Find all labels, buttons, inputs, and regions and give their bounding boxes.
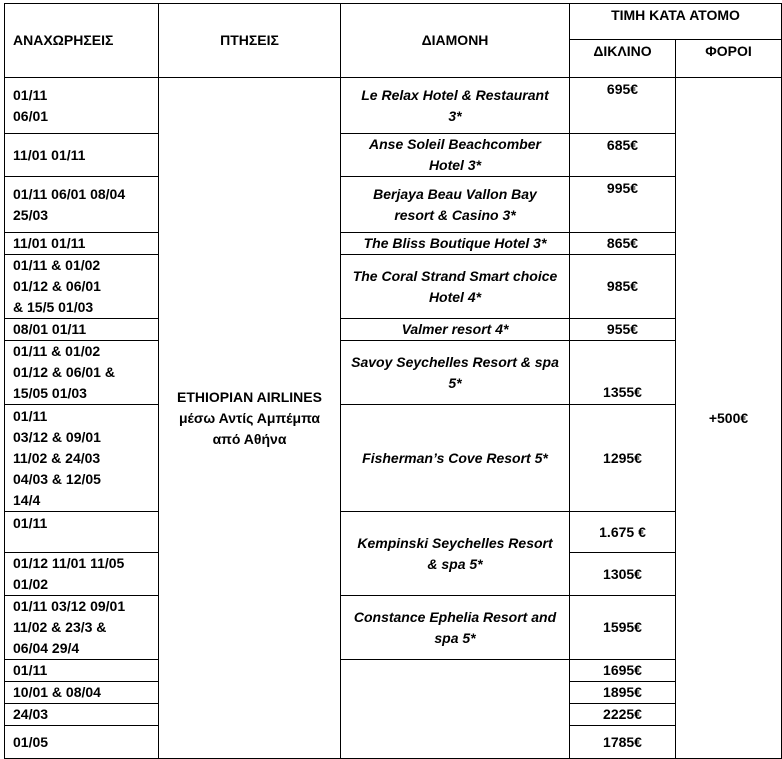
price-double: 1305€ (570, 553, 676, 596)
hotel-name: The Coral Strand Smart choice Hotel 4* (341, 255, 570, 319)
price-double: 955€ (570, 319, 676, 341)
pricing-table (4, 3, 782, 759)
hotel-name: Le Relax Hotel & Restaurant 3* (341, 78, 570, 134)
price-double: 1595€ (570, 596, 676, 660)
departure-dates: 01/11 (5, 660, 159, 682)
price-double: 1355€ (570, 341, 676, 405)
airline-info: ETHIOPIAN AIRLINES μέσω Αντίς Αμπέμπα από Αθήνα (159, 78, 341, 759)
departure-dates: 11/01 01/11 (5, 134, 159, 177)
hotel-name: Kempinski Seychelles Resort & spa 5* (341, 512, 570, 596)
price-double: 1895€ (570, 682, 676, 704)
departure-dates: 10/01 & 08/04 (5, 682, 159, 704)
price-double: 1295€ (570, 405, 676, 512)
price-double: 685€ (570, 134, 676, 177)
departure-dates: 11/01 01/11 (5, 233, 159, 255)
departure-dates: 01/05 (5, 726, 159, 759)
price-double: 1695€ (570, 660, 676, 682)
price-double: 1785€ (570, 726, 676, 759)
hotel-name: The Bliss Boutique Hotel 3* (341, 233, 570, 255)
header-flights: ΠΤΗΣΕΙΣ (159, 4, 341, 78)
hotel-name: Valmer resort 4* (341, 319, 570, 341)
price-double: 2225€ (570, 704, 676, 726)
departure-dates: 01/11 06/01 (5, 78, 159, 134)
hotel-name: Fisherman’s Cove Resort 5* (341, 405, 570, 512)
departure-dates: 01/11 03/12 & 09/01 11/02 & 24/03 04/03 & 12/05 14/4 (5, 405, 159, 512)
departure-dates: 01/11 & 01/02 01/12 & 06/01 & 15/05 01/03 (5, 341, 159, 405)
hotel-name: Constance Ephelia Resort and spa 5* (341, 596, 570, 660)
price-double: 865€ (570, 233, 676, 255)
header-double: ΔΙΚΛΙΝΟ (570, 40, 676, 78)
departure-dates: 01/12 11/01 11/05 01/02 (5, 553, 159, 596)
price-double: 985€ (570, 255, 676, 319)
hotel-name (341, 660, 570, 759)
departure-dates: 08/01 01/11 (5, 319, 159, 341)
header-accommodation: ΔΙΑΜΟΝΗ (341, 4, 570, 78)
price-double: 695€ (570, 78, 676, 134)
price-double: 995€ (570, 177, 676, 233)
hotel-name: Berjaya Beau Vallon Bay resort & Casino 3* (341, 177, 570, 233)
departure-dates: 01/11 & 01/02 01/12 & 06/01 & 15/5 01/03 (5, 255, 159, 319)
header-price-per-person: ΤΙΜΗ ΚΑΤΑ ΑΤΟΜΟ (570, 4, 782, 40)
price-double: 1.675 € (570, 512, 676, 553)
hotel-name: Savoy Seychelles Resort & spa 5* (341, 341, 570, 405)
departure-dates: 01/11 06/01 08/04 25/03 (5, 177, 159, 233)
taxes-value: +500€ (676, 78, 782, 759)
header-taxes: ΦΟΡΟΙ (676, 40, 782, 78)
departure-dates: 01/11 (5, 512, 159, 553)
departure-dates: 24/03 (5, 704, 159, 726)
departure-dates: 01/11 03/12 09/01 11/02 & 23/3 & 06/04 29/4 (5, 596, 159, 660)
header-departures: ΑΝΑΧΩΡΗΣΕΙΣ (5, 4, 159, 78)
hotel-name: Anse Soleil Beachcomber Hotel 3* (341, 134, 570, 177)
